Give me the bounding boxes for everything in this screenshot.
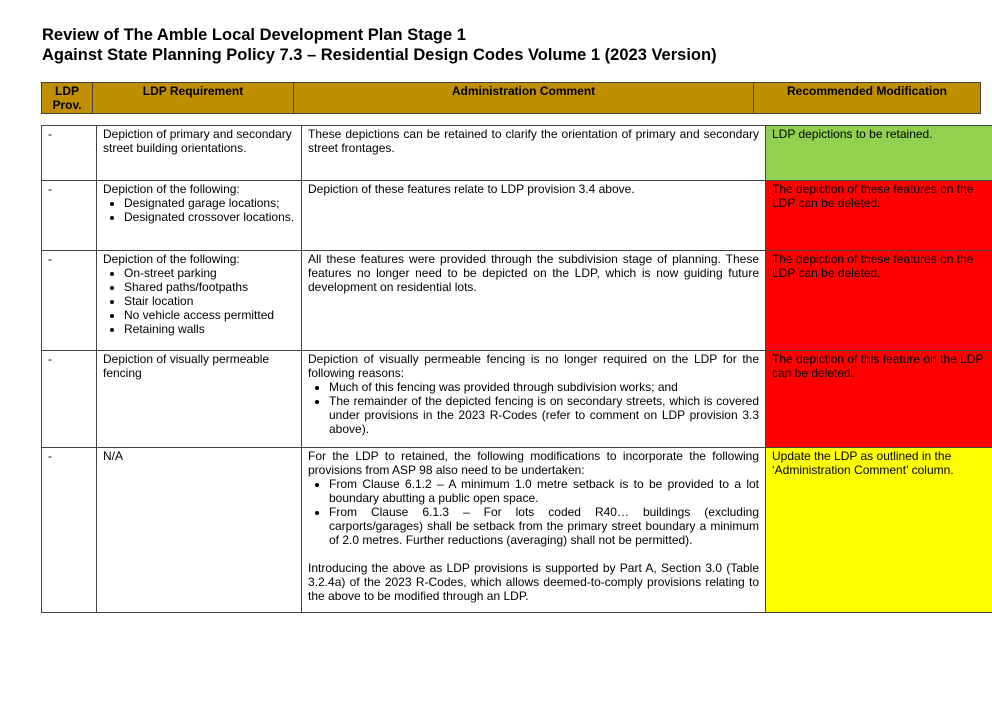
list-item: • On-street parking	[124, 266, 295, 280]
table-row	[42, 448, 992, 613]
list-item: • From Clause 6.1.2 – A minimum 1.0 metre setback is to be provided to a lot boundary abutting a public open space.	[329, 477, 759, 505]
comment-intro: For the LDP to retained, the following modifications to incorporate the following provisions from ASP 98 also need to be undertaken:	[308, 449, 759, 477]
list-item: • The remainder of the depicted fencing is on secondary streets, which is covered under provisions in the 2023 R-Codes (refer to comment on LDP provision 3.3 above).	[329, 394, 759, 436]
prov-cell: -	[42, 448, 97, 613]
header-ldp-requirement: LDP Requirement	[93, 83, 294, 114]
comment-cell: These depictions can be retained to clarify the orientation of primary and secondary street frontages.	[302, 126, 766, 181]
comment-cell	[302, 351, 766, 448]
header-recommended-modification: Recommended Modification	[754, 83, 981, 114]
table-row	[42, 126, 992, 181]
list-item: • Designated garage locations;	[124, 196, 295, 210]
table-row	[42, 251, 992, 351]
table-row	[42, 351, 992, 448]
comment-list	[308, 477, 759, 547]
comment-cell: Depiction of these features relate to LDP provision 3.4 above.	[302, 181, 766, 251]
comment-cell: All these features were provided through the subdivision stage of planning. These features no longer need to be depicted on the LDP, which is now guiding future development on residential lots.	[302, 251, 766, 351]
comment-list	[308, 380, 759, 436]
list-item: • Stair location	[124, 294, 295, 308]
prov-cell: -	[42, 126, 97, 181]
header-ldp-prov: LDP Prov.	[42, 83, 93, 114]
list-item: • From Clause 6.1.3 – For lots coded R40… buildings (excluding carports/garages) shall be setback from the primary street boundary a minimum of 2.0 metres. Further reductions (averaging) shall not be permitted).	[329, 505, 759, 547]
modification-cell: LDP depictions to be retained.	[766, 126, 992, 181]
comment-intro: Depiction of visually permeable fencing is no longer required on the LDP for the following reasons:	[308, 352, 759, 380]
requirement-intro: Depiction of the following:	[103, 182, 240, 196]
modification-cell: The depiction of these features on the LDP can be deleted.	[766, 251, 992, 351]
requirement-cell: Depiction of primary and secondary street building orientations.	[97, 126, 302, 181]
prov-cell: -	[42, 251, 97, 351]
list-item: • Retaining walls	[124, 322, 295, 336]
list-item: • Designated crossover locations.	[124, 210, 295, 224]
comment-cell	[302, 448, 766, 613]
list-item: • No vehicle access permitted	[124, 308, 295, 322]
requirement-cell: Depiction of visually permeable fencing	[97, 351, 302, 448]
modification-cell: Update the LDP as outlined in the ‘Administration Comment’ column.	[766, 448, 992, 613]
comment-outro: Introducing the above as LDP provisions is supported by Part A, Section 3.0 (Table 3.2.4a) of the 2023 R-Codes, which allows deemed-to-comply provisions relating to the above to be modified through an LDP.	[308, 561, 759, 603]
requirement-intro: Depiction of the following:	[103, 252, 240, 266]
modification-cell: The depiction of these features on the LDP can be deleted.	[766, 181, 992, 251]
requirement-list	[103, 266, 295, 336]
review-table	[41, 125, 992, 613]
title-line-2: Against State Planning Policy 7.3 – Residential Design Codes Volume 1 (2023 Version)	[42, 46, 717, 64]
title-line-1: Review of The Amble Local Development Plan Stage 1	[42, 26, 466, 44]
list-item: • Shared paths/footpaths	[124, 280, 295, 294]
requirement-cell	[97, 251, 302, 351]
prov-cell: -	[42, 181, 97, 251]
table-row	[42, 181, 992, 251]
document-title	[42, 25, 717, 65]
list-item: • Much of this fencing was provided through subdivision works; and	[329, 380, 759, 394]
header-administration-comment: Administration Comment	[294, 83, 754, 114]
requirement-list	[103, 196, 295, 224]
header-table	[41, 82, 981, 114]
modification-cell: The depiction of this feature on the LDP can be deleted.	[766, 351, 992, 448]
prov-cell: -	[42, 351, 97, 448]
requirement-cell	[97, 181, 302, 251]
requirement-cell: N/A	[97, 448, 302, 613]
paragraph-gap	[308, 547, 759, 561]
